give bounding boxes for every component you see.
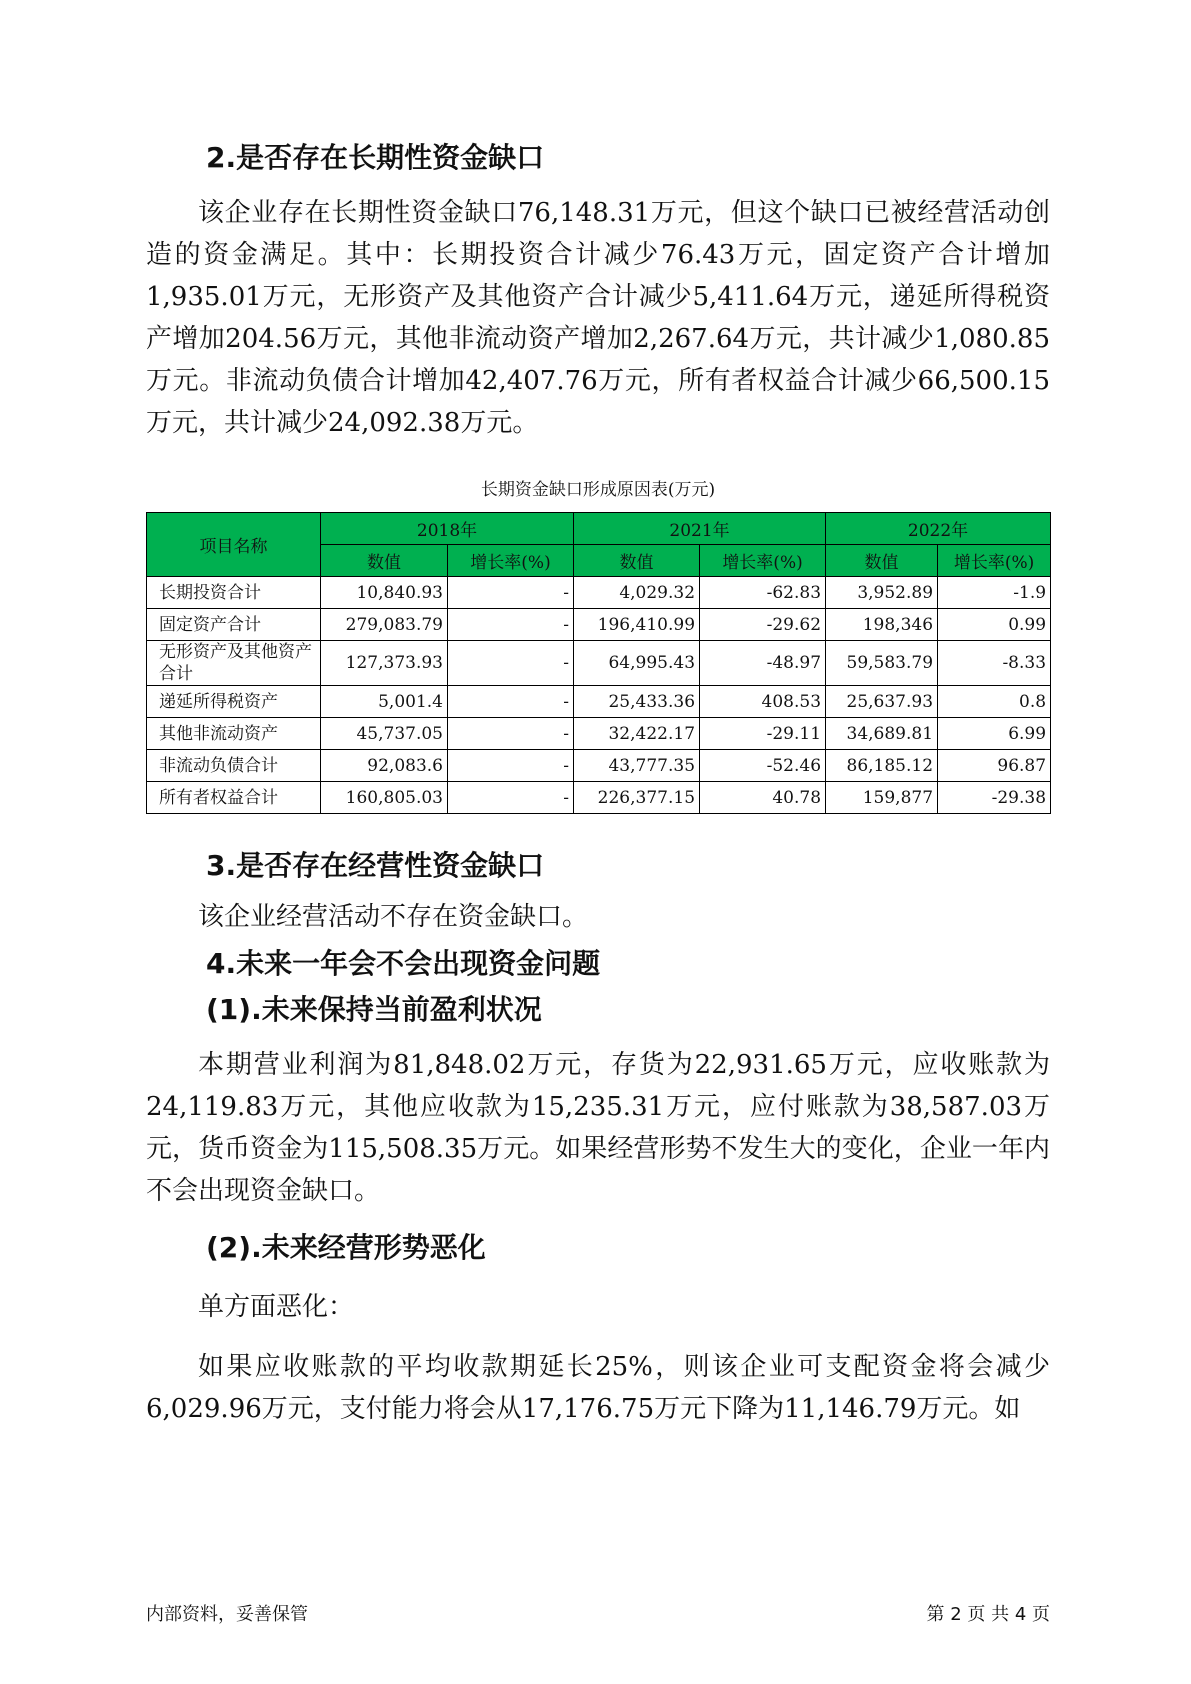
cell-value: 198,346 xyxy=(826,609,938,641)
cell-growth-rate: -62.83 xyxy=(700,577,826,609)
cell-value: 86,185.12 xyxy=(826,750,938,782)
header-year-2022: 2022年 xyxy=(826,513,1051,545)
table-row xyxy=(147,782,1051,814)
cell-growth-rate: -29.62 xyxy=(700,609,826,641)
table-row xyxy=(147,750,1051,782)
cell-value: 4,029.32 xyxy=(574,577,700,609)
table-row xyxy=(147,577,1051,609)
table-row xyxy=(147,641,1051,686)
section3-heading: 3.是否存在经营性资金缺口 xyxy=(206,849,545,882)
cell-growth-rate: 0.99 xyxy=(938,609,1051,641)
section4-heading: 4.未来一年会不会出现资金问题 xyxy=(206,947,601,980)
cell-growth-rate: -48.97 xyxy=(700,641,826,686)
cell-growth-rate: - xyxy=(448,609,574,641)
section4-sub2-p1: 单方面恶化： xyxy=(198,1292,355,1322)
cell-growth-rate: -8.33 xyxy=(938,641,1051,686)
row-item-name: 其他非流动资产 xyxy=(147,718,321,750)
cell-value: 5,001.4 xyxy=(321,686,448,718)
cell-value: 196,410.99 xyxy=(574,609,700,641)
table-body xyxy=(147,577,1051,814)
header-year-2021: 2021年 xyxy=(574,513,826,545)
header-year-2018: 2018年 xyxy=(321,513,574,545)
table-row xyxy=(147,609,1051,641)
cell-growth-rate: - xyxy=(448,750,574,782)
cell-growth-rate: -29.38 xyxy=(938,782,1051,814)
cell-value: 32,422.17 xyxy=(574,718,700,750)
cell-value: 279,083.79 xyxy=(321,609,448,641)
section4-sub2-p2: 如果应收账款的平均收款期延长25%，则该企业可支配资金将会减少6,029.96万元，支付能力将会从17,176.75万元下降为11,146.79万元。如 xyxy=(146,1352,1050,1424)
header-value-2021: 数值 xyxy=(574,545,700,577)
section4-sub1-heading: (1).未来保持当前盈利状况 xyxy=(206,993,542,1026)
section2-heading: 2.是否存在长期性资金缺口 xyxy=(206,141,545,174)
cell-growth-rate: - xyxy=(448,641,574,686)
cell-growth-rate: - xyxy=(448,686,574,718)
cell-value: 160,805.03 xyxy=(321,782,448,814)
row-item-name: 长期投资合计 xyxy=(147,577,321,609)
cell-value: 159,877 xyxy=(826,782,938,814)
header-rate-2018: 增长率(%) xyxy=(448,545,574,577)
cell-growth-rate: -1.9 xyxy=(938,577,1051,609)
row-item-name: 固定资产合计 xyxy=(147,609,321,641)
cell-growth-rate: - xyxy=(448,718,574,750)
cell-value: 3,952.89 xyxy=(826,577,938,609)
row-item-name: 非流动负债合计 xyxy=(147,750,321,782)
cell-value: 226,377.15 xyxy=(574,782,700,814)
header-item-name: 项目名称 xyxy=(147,513,321,577)
cell-value: 92,083.6 xyxy=(321,750,448,782)
section4-sub2-heading: (2).未来经营形势恶化 xyxy=(206,1231,486,1264)
table-row xyxy=(147,718,1051,750)
cell-growth-rate: -29.11 xyxy=(700,718,826,750)
cell-growth-rate: - xyxy=(448,577,574,609)
cell-value: 34,689.81 xyxy=(826,718,938,750)
cell-growth-rate: -52.46 xyxy=(700,750,826,782)
cell-growth-rate: 40.78 xyxy=(700,782,826,814)
section2-paragraph: 该企业存在长期性资金缺口76,148.31万元，但这个缺口已被经营活动创造的资金满足。其中：长期投资合计减少76.43万元，固定资产合计增加1,935.01万元，无形资产及其他资产合计减少5,411.64万元，递延所得税资产增加204.56万元，其他非流动资产增加2,267.64万元，共计减少1,080.85万元。非流动负债合计增加42,407.76万元，所有者权益合计减少66,500.15万元，共计减少24,092.38万元。 xyxy=(146,198,1050,438)
page-content xyxy=(146,138,1050,1430)
cell-growth-rate: 96.87 xyxy=(938,750,1051,782)
cell-value: 25,637.93 xyxy=(826,686,938,718)
cell-value: 59,583.79 xyxy=(826,641,938,686)
cell-value: 10,840.93 xyxy=(321,577,448,609)
cell-growth-rate: 6.99 xyxy=(938,718,1051,750)
section3-paragraph: 该企业经营活动不存在资金缺口。 xyxy=(198,902,589,932)
row-item-name: 无形资产及其他资产合计 xyxy=(147,641,321,686)
cell-growth-rate: 0.8 xyxy=(938,686,1051,718)
cell-value: 43,777.35 xyxy=(574,750,700,782)
section4-sub1-paragraph: 本期营业利润为81,848.02万元，存货为22,931.65万元，应收账款为24,119.83万元，其他应收款为15,235.31万元，应付账款为38,587.03万元，货币资金为115,508.35万元。如果经营形势不发生大的变化，企业一年内不会出现资金缺口。 xyxy=(146,1050,1050,1206)
cell-growth-rate: - xyxy=(448,782,574,814)
row-item-name: 所有者权益合计 xyxy=(147,782,321,814)
cell-growth-rate: 408.53 xyxy=(700,686,826,718)
footer-page-number: 第 2 页 共 4 页 xyxy=(926,1604,1050,1625)
table-row xyxy=(147,686,1051,718)
header-value-2022: 数值 xyxy=(826,545,938,577)
header-rate-2021: 增长率(%) xyxy=(700,545,826,577)
footer-confidential-note: 内部资料，妥善保管 xyxy=(146,1604,308,1625)
header-value-2018: 数值 xyxy=(321,545,448,577)
cell-value: 127,373.93 xyxy=(321,641,448,686)
cell-value: 45,737.05 xyxy=(321,718,448,750)
cell-value: 64,995.43 xyxy=(574,641,700,686)
table-caption: 长期资金缺口形成原因表(万元) xyxy=(480,480,716,500)
cell-value: 25,433.36 xyxy=(574,686,700,718)
long-term-gap-table xyxy=(146,512,1051,814)
header-rate-2022: 增长率(%) xyxy=(938,545,1051,577)
row-item-name: 递延所得税资产 xyxy=(147,686,321,718)
